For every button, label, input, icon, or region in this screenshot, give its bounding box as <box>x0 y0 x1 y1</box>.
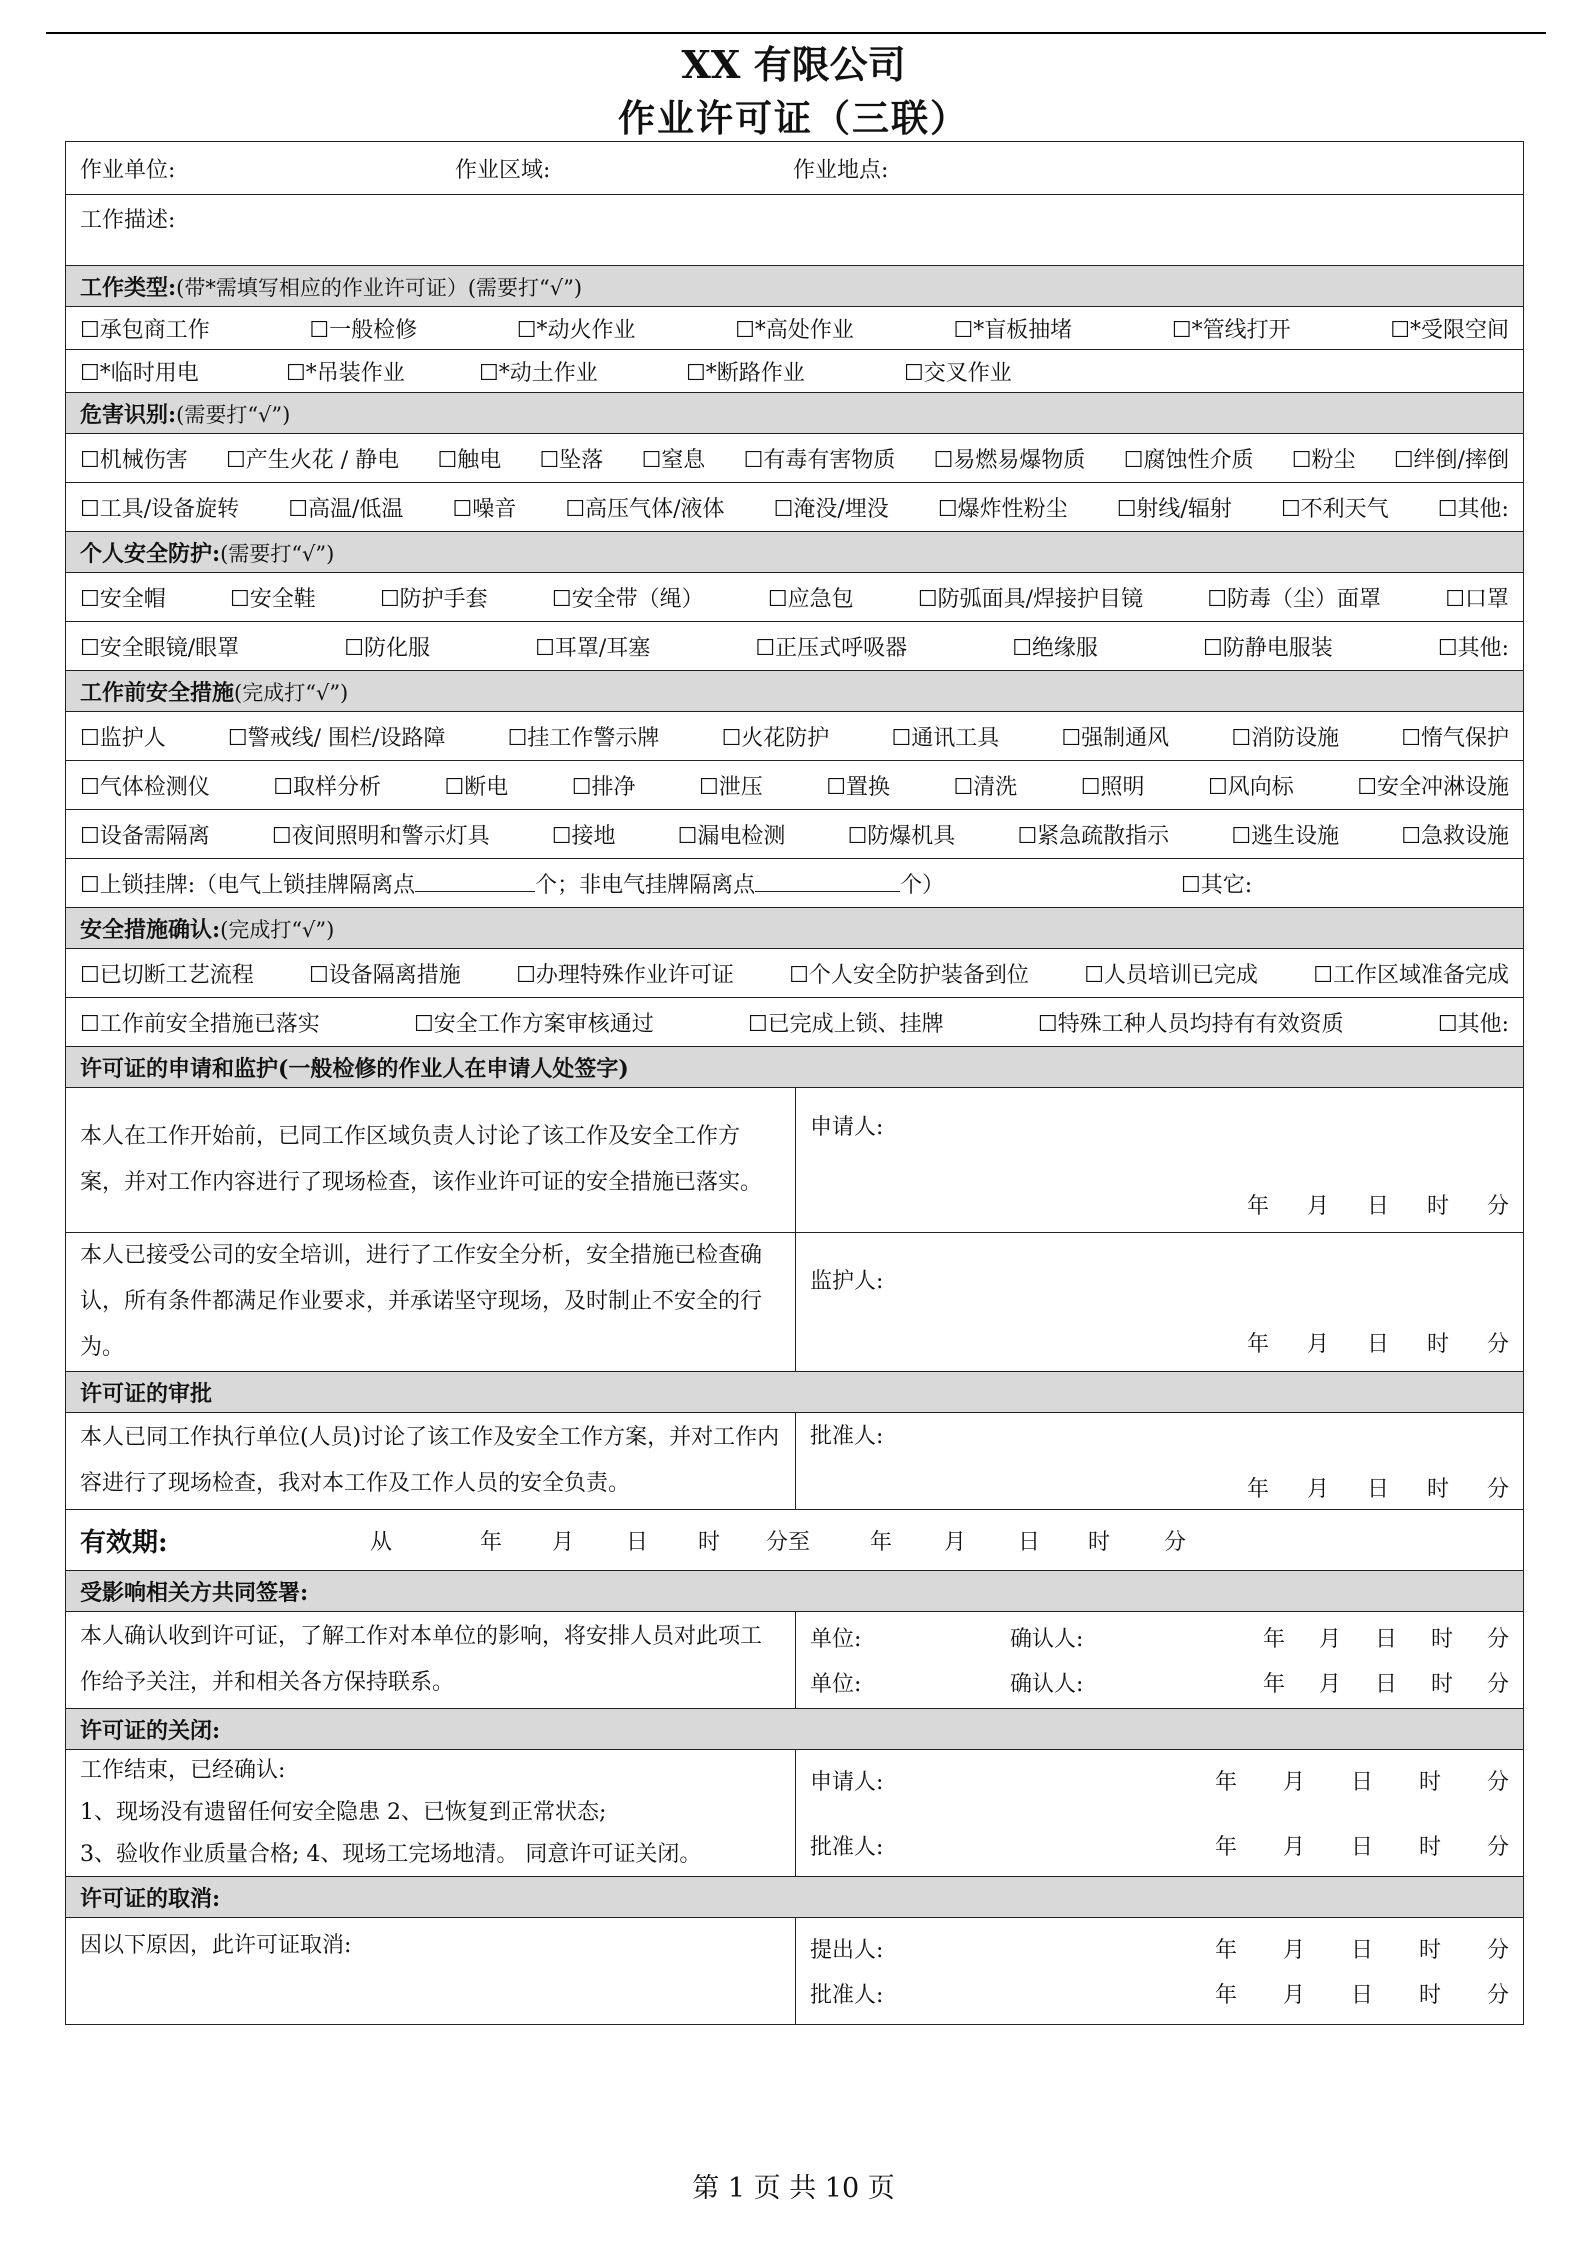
checkbox-option[interactable]: ☐耳罩/耳塞 <box>535 635 651 661</box>
date-unit: 年 <box>1214 1770 1237 1795</box>
checkbox-option[interactable]: ☐坠落 <box>539 447 604 473</box>
checkbox-option[interactable]: ☐接地 <box>551 823 616 849</box>
closing-line2: 1、现场没有遗留任何安全隐患 2、已恢复到正常状态; <box>80 1800 607 1825</box>
checkbox-option[interactable]: ☐防爆机具 <box>847 823 956 849</box>
checkbox-option[interactable]: ☐易燃易爆物质 <box>933 447 1086 473</box>
cancel-row <box>66 1918 1524 2025</box>
checkbox-option[interactable]: ☐设备需隔离 <box>80 823 210 849</box>
guardian-row <box>66 1233 1524 1372</box>
date-unit: 年 <box>1246 1332 1269 1357</box>
cancel-header <box>66 1877 1524 1918</box>
date-unit: 时 <box>1426 1477 1449 1502</box>
checkbox-option[interactable]: ☐特殊工种人员均持有有效资质 <box>1037 1011 1344 1037</box>
checkbox-option[interactable]: ☐监护人 <box>80 725 166 751</box>
date-unit: 分 <box>1487 1835 1510 1860</box>
hazard-header <box>66 393 1524 434</box>
ppe-row1 <box>66 573 1524 622</box>
validity-label: 有效期: <box>80 1527 168 1558</box>
date-unit: 分 <box>1487 1983 1510 2008</box>
cancel-proposer-date[interactable] <box>1170 1933 1509 1964</box>
checkbox-option[interactable]: ☐*吊装作业 <box>286 360 405 386</box>
affected-date-1[interactable] <box>1210 1622 1509 1653</box>
date-unit: 日 <box>1366 1477 1389 1502</box>
checkbox-option[interactable]: ☐工作区域准备完成 <box>1313 962 1509 988</box>
closing-heading: 许可证的关闭: <box>66 1709 1524 1750</box>
affected-heading: 受影响相关方共同签署: <box>66 1571 1524 1612</box>
checkbox-option[interactable]: ☐已切断工艺流程 <box>80 962 254 988</box>
checkbox-option[interactable]: ☐防静电服装 <box>1203 635 1333 661</box>
hazard-row1 <box>66 434 1524 483</box>
pre-measures-note: (完成打“√”) <box>234 680 349 705</box>
checkbox-option[interactable]: ☐有毒有害物质 <box>743 447 896 473</box>
date-unit: 时 <box>1418 1835 1441 1860</box>
date-unit: 分 <box>1487 1672 1510 1697</box>
closing-approver[interactable] <box>810 1830 1509 1861</box>
date-unit: 月 <box>1282 1770 1305 1795</box>
checkbox-option[interactable]: ☐粉尘 <box>1291 447 1356 473</box>
closing-header <box>66 1709 1524 1750</box>
checkbox-option[interactable]: ☐绊倒/摔倒 <box>1393 447 1509 473</box>
work-desc-label: 工作描述: <box>66 195 1524 266</box>
checkbox-option[interactable]: ☐腐蚀性介质 <box>1123 447 1254 473</box>
confirm-row1 <box>66 949 1524 998</box>
checkbox-option[interactable]: ☐夜间照明和警示灯具 <box>271 823 490 849</box>
confirm-note: (完成打“√”) <box>220 917 335 942</box>
checkbox-option[interactable]: ☐*动土作业 <box>479 360 598 386</box>
unit-label: 作业单位: <box>80 157 176 183</box>
checkbox-option[interactable]: ☐交叉作业 <box>904 360 1012 386</box>
checkbox-option[interactable]: ☐漏电检测 <box>677 823 786 849</box>
checkbox-option[interactable]: ☐*动火作业 <box>516 317 636 343</box>
checkbox-option[interactable]: ☐惰气保护 <box>1401 725 1509 751</box>
other-measure[interactable]: ☐其它: <box>1181 872 1253 898</box>
approver-date[interactable] <box>810 1472 1509 1503</box>
guardian-text: 本人已接受公司的安全培训，进行了工作安全分析，安全措施已检查确认，所有条件都满足作业要求，并承诺坚守现场，及时制止不安全的行为。 <box>66 1233 796 1372</box>
checkbox-option[interactable]: ☐口罩 <box>1445 586 1509 612</box>
checkbox-option[interactable]: ☐高压气体/液体 <box>565 496 725 522</box>
date-unit: 时 <box>1430 1627 1453 1652</box>
work-type-note: (带*需填写相应的作业许可证）(需要打“√”) <box>176 275 583 300</box>
checkbox-option[interactable]: ☐应急包 <box>767 586 854 612</box>
work-desc-row <box>66 195 1524 266</box>
date-unit: 时 <box>1418 1770 1441 1795</box>
checkbox-option[interactable]: ☐机械伤害 <box>80 447 188 473</box>
date-unit: 日 <box>1350 1770 1373 1795</box>
pre-measures-header <box>66 671 1524 712</box>
lockout-item[interactable]: ☐上锁挂牌:（电气上锁挂牌隔离点 个；非电气挂牌隔离点 个） <box>80 872 945 898</box>
date-unit: 日 <box>1350 1938 1373 1963</box>
approval-text: 本人已同工作执行单位(人员)讨论了该工作及安全工作方案，并对工作内容进行了现场检查，我对本工作及工作人员的安全负责。 <box>66 1413 796 1510</box>
validity-part: 时 <box>1088 1529 1111 1555</box>
pre-measures-row1 <box>66 712 1524 761</box>
date-unit: 月 <box>1282 1938 1305 1963</box>
checkbox-option[interactable]: ☐泄压 <box>699 774 763 800</box>
work-type-row1 <box>66 307 1524 350</box>
hazard-row2 <box>66 483 1524 532</box>
date-unit: 日 <box>1374 1627 1397 1652</box>
pre-measures-row3 <box>66 810 1524 859</box>
form-title: 作业许可证（三联） <box>618 96 969 140</box>
date-unit: 年 <box>1246 1477 1269 1502</box>
checkbox-option[interactable]: ☐安全鞋 <box>229 586 316 612</box>
permit-form <box>65 141 1524 2025</box>
checkbox-option[interactable]: ☐风向标 <box>1208 774 1294 800</box>
checkbox-option[interactable]: ☐防弧面具/焊接护目镜 <box>917 586 1143 612</box>
checkbox-option[interactable]: ☐*临时用电 <box>80 360 199 386</box>
checkbox-option[interactable]: ☐其他: <box>1437 496 1509 522</box>
area-label: 作业区域: <box>455 157 551 183</box>
validity-part: 日 <box>1018 1529 1041 1555</box>
unit-sign-label: 单位: <box>810 1672 862 1697</box>
confirmer-sign-label: 确认人: <box>1010 1627 1084 1652</box>
date-unit: 分 <box>1487 1627 1510 1652</box>
date-unit: 时 <box>1418 1983 1441 2008</box>
work-type-row2 <box>66 350 1524 393</box>
checkbox-option[interactable]: ☐产生火花 / 静电 <box>226 447 400 473</box>
work-type-heading: 工作类型: <box>80 274 177 301</box>
closing-applicant-label: 申请人: <box>810 1770 884 1795</box>
checkbox-option[interactable]: ☐清洗 <box>953 774 1018 800</box>
checkbox-option[interactable]: ☐其他: <box>1437 1011 1510 1037</box>
date-unit: 分 <box>1487 1332 1510 1357</box>
checkbox-option[interactable]: ☐安全带（绳） <box>551 586 704 612</box>
confirmer-sign-label: 确认人: <box>1010 1672 1084 1697</box>
checkbox-option[interactable]: ☐照明 <box>1080 774 1145 800</box>
closing-row <box>66 1750 1524 1877</box>
checkbox-option[interactable]: ☐逃生设施 <box>1231 823 1340 849</box>
affected-text: 本人确认收到许可证，了解工作对本单位的影响，将安排人员对此项工作给予关注，并和相关各方保持联系。 <box>66 1612 796 1709</box>
hazard-note: (需要打“√”) <box>176 402 291 427</box>
confirm-heading: 安全措施确认: <box>80 916 221 943</box>
checkbox-option[interactable]: ☐高温/低温 <box>288 496 404 522</box>
checkbox-option[interactable]: ☐安全眼镜/眼罩 <box>80 635 240 661</box>
checkbox-option[interactable]: ☐其他: <box>1437 635 1510 661</box>
checkbox-option[interactable]: ☐通讯工具 <box>891 725 1000 751</box>
checkbox-option[interactable]: ☐人员培训已完成 <box>1084 962 1258 988</box>
approval-row <box>66 1413 1524 1510</box>
apply-header <box>66 1047 1524 1088</box>
checkbox-option[interactable]: ☐*管线打开 <box>1171 317 1291 343</box>
date-unit: 年 <box>1262 1672 1285 1697</box>
date-unit: 日 <box>1374 1672 1397 1697</box>
approver-label[interactable]: 批准人: <box>810 1424 884 1449</box>
checkbox-option[interactable]: ☐气体检测仪 <box>80 774 210 800</box>
confirm-row2 <box>66 998 1524 1047</box>
checkbox-option[interactable]: ☐绝缘服 <box>1012 635 1098 661</box>
pre-measures-heading: 工作前安全措施 <box>80 679 235 706</box>
validity-part: 年 <box>870 1529 893 1555</box>
company-name: XX 有限公司 <box>681 42 906 87</box>
checkbox-option[interactable]: ☐窒息 <box>641 447 706 473</box>
date-unit: 月 <box>1282 1983 1305 2008</box>
date-unit: 月 <box>1318 1627 1341 1652</box>
validity-part: 月 <box>552 1529 575 1555</box>
validity-part: 月 <box>944 1529 967 1555</box>
date-unit: 年 <box>1214 1983 1237 2008</box>
validity-part: 日 <box>626 1529 649 1555</box>
hazard-heading: 危害识别: <box>80 401 177 428</box>
guardian-label[interactable]: 监护人: <box>810 1269 884 1294</box>
checkbox-option[interactable]: ☐火花防护 <box>721 725 830 751</box>
date-unit: 年 <box>1214 1938 1237 1963</box>
checkbox-option[interactable]: ☐排净 <box>571 774 636 800</box>
date-unit: 年 <box>1262 1627 1285 1652</box>
closing-applicant-date[interactable] <box>1170 1765 1509 1796</box>
date-unit: 时 <box>1418 1938 1441 1963</box>
checkbox-option[interactable]: ☐防化服 <box>344 635 430 661</box>
checkbox-option[interactable]: ☐*断路作业 <box>686 360 805 386</box>
checkbox-option[interactable]: ☐不利天气 <box>1280 496 1389 522</box>
cancel-approver[interactable] <box>810 1978 1509 2009</box>
checkbox-option[interactable]: ☐急救设施 <box>1401 823 1509 849</box>
checkbox-option[interactable]: ☐一般检修 <box>309 317 418 343</box>
confirm-header <box>66 908 1524 949</box>
validity-part: 分 <box>1164 1529 1187 1555</box>
closing-approver-label: 批准人: <box>810 1835 884 1860</box>
checkbox-option[interactable]: ☐承包商工作 <box>80 317 210 343</box>
checkbox-option[interactable]: ☐消防设施 <box>1231 725 1340 751</box>
validity-part: 从 <box>370 1529 393 1555</box>
applicant-label[interactable]: 申请人: <box>810 1115 884 1140</box>
cancel-heading: 许可证的取消: <box>66 1877 1524 1918</box>
lockout-row <box>66 859 1524 908</box>
checkbox-option[interactable]: ☐已完成上锁、挂牌 <box>747 1011 944 1037</box>
date-unit: 分 <box>1487 1938 1510 1963</box>
date-unit: 月 <box>1306 1477 1329 1502</box>
checkbox-option[interactable]: ☐防毒（尘）面罩 <box>1207 586 1381 612</box>
checkbox-option[interactable]: ☐*盲板抽堵 <box>953 317 1073 343</box>
affected-header <box>66 1571 1524 1612</box>
checkbox-option[interactable]: ☐安全帽 <box>80 586 166 612</box>
date-unit: 日 <box>1350 1835 1373 1860</box>
date-unit: 分 <box>1487 1770 1510 1795</box>
date-unit: 月 <box>1282 1835 1305 1860</box>
approval-heading: 许可证的审批 <box>66 1372 1524 1413</box>
closing-approver-date[interactable] <box>1170 1830 1509 1861</box>
checkbox-option[interactable]: ☐触电 <box>437 447 502 473</box>
checkbox-option[interactable]: ☐紧急疏散指示 <box>1017 823 1170 849</box>
cancel-approver-label: 批准人: <box>810 1983 884 2008</box>
cancel-proposer[interactable] <box>810 1933 1509 1964</box>
checkbox-option[interactable]: ☐挂工作警示牌 <box>507 725 660 751</box>
ppe-heading: 个人安全防护: <box>80 540 221 567</box>
affected-sign-1[interactable] <box>810 1622 1509 1653</box>
non-electrical-points-blank[interactable] <box>755 891 900 892</box>
ppe-row2 <box>66 622 1524 671</box>
work-type-header <box>66 266 1524 307</box>
apply-text: 本人在工作开始前，已同工作区域负责人讨论了该工作及安全工作方案，并对工作内容进行了现场检查，该作业许可证的安全措施已落实。 <box>66 1088 796 1233</box>
page-footer: 第 1 页 共 10 页 <box>692 2173 895 2204</box>
checkbox-option[interactable]: ☐警戒线/ 围栏/设路障 <box>227 725 446 751</box>
checkbox-option[interactable]: ☐取样分析 <box>273 774 381 800</box>
date-unit: 月 <box>1318 1672 1341 1697</box>
affected-row <box>66 1612 1524 1709</box>
approval-header <box>66 1372 1524 1413</box>
date-unit: 时 <box>1426 1194 1449 1219</box>
apply-row <box>66 1088 1524 1233</box>
validity-row <box>66 1510 1524 1571</box>
checkbox-option[interactable]: ☐强制通风 <box>1061 725 1170 751</box>
unit-sign-label: 单位: <box>810 1627 862 1652</box>
validity-part: 年 <box>480 1529 503 1555</box>
date-unit: 年 <box>1214 1835 1237 1860</box>
checkbox-option[interactable]: ☐噪音 <box>452 496 517 522</box>
checkbox-option[interactable]: ☐设备隔离措施 <box>309 962 461 988</box>
affected-sign-2[interactable] <box>810 1667 1509 1698</box>
date-unit: 日 <box>1350 1983 1373 2008</box>
checkbox-option[interactable]: ☐爆炸性粉尘 <box>937 496 1068 522</box>
closing-applicant[interactable] <box>810 1765 1509 1796</box>
ppe-header <box>66 532 1524 573</box>
date-unit: 时 <box>1426 1332 1449 1357</box>
guardian-date[interactable] <box>810 1327 1509 1358</box>
checkbox-option[interactable]: ☐个人安全防护装备到位 <box>789 962 1029 988</box>
checkbox-option[interactable]: ☐工作前安全措施已落实 <box>80 1011 320 1037</box>
closing-line3: 3、验收作业质量合格; 4、现场工完场地清。 同意许可证关闭。 <box>80 1842 702 1867</box>
unit-row <box>66 142 1524 195</box>
date-unit: 分 <box>1487 1194 1510 1219</box>
checkbox-option[interactable]: ☐办理特殊作业许可证 <box>516 962 734 988</box>
date-unit: 分 <box>1487 1477 1510 1502</box>
applicant-date[interactable] <box>810 1189 1509 1220</box>
closing-line1: 工作结束，已经确认: <box>80 1758 286 1783</box>
date-unit: 月 <box>1306 1194 1329 1219</box>
date-unit: 时 <box>1430 1672 1453 1697</box>
checkbox-option[interactable]: ☐射线/辐射 <box>1116 496 1232 522</box>
checkbox-option[interactable]: ☐置换 <box>826 774 890 800</box>
date-unit: 日 <box>1366 1194 1389 1219</box>
checkbox-option[interactable]: ☐工具/设备旋转 <box>80 496 240 522</box>
cancel-approver-date[interactable] <box>1170 1978 1509 2009</box>
apply-heading: 许可证的申请和监护(一般检修的作业人在申请人处签字) <box>66 1047 1524 1088</box>
checkbox-option[interactable]: ☐*受限空间 <box>1390 317 1509 343</box>
date-unit: 日 <box>1366 1332 1389 1357</box>
ppe-note: (需要打“√”) <box>220 541 335 566</box>
date-unit: 年 <box>1246 1194 1269 1219</box>
checkbox-option[interactable]: ☐*高处作业 <box>735 317 854 343</box>
cancel-text: 因以下原因，此许可证取消: <box>66 1918 796 2025</box>
place-label: 作业地点: <box>793 157 889 183</box>
checkbox-option[interactable]: ☐防护手套 <box>379 586 488 612</box>
checkbox-option[interactable]: ☐淹没/埋没 <box>773 496 889 522</box>
checkbox-option[interactable]: ☐安全冲淋设施 <box>1357 774 1509 800</box>
checkbox-option[interactable]: ☐安全工作方案审核通过 <box>413 1011 654 1037</box>
validity-part: 时 <box>698 1529 721 1555</box>
checkbox-option[interactable]: ☐正压式呼吸器 <box>755 635 908 661</box>
checkbox-option[interactable]: ☐断电 <box>444 774 509 800</box>
pre-measures-row2 <box>66 761 1524 810</box>
validity-period[interactable] <box>370 1525 1204 1556</box>
cancel-proposer-label: 提出人: <box>810 1938 884 1963</box>
electrical-points-blank[interactable] <box>415 891 535 892</box>
affected-date-2[interactable] <box>1210 1667 1509 1698</box>
date-unit: 月 <box>1306 1332 1329 1357</box>
validity-part: 分至 <box>766 1529 811 1555</box>
